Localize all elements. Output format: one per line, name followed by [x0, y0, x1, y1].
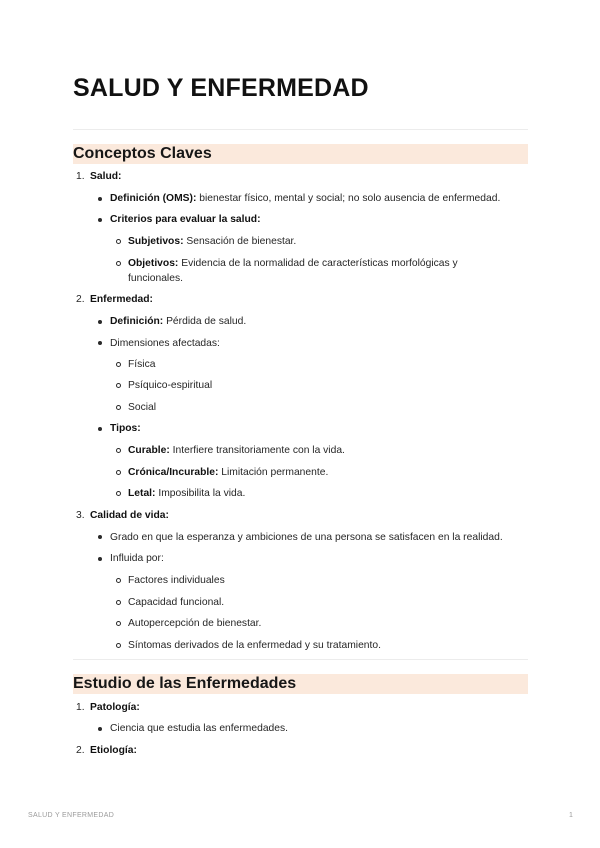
- section-divider: [73, 659, 528, 660]
- bullet-disc: [98, 535, 102, 539]
- list-item-grado: Grado en que la esperanza y ambiciones de una persona se satisfacen en la realidad.: [110, 532, 503, 543]
- bullet-circle: [116, 600, 121, 605]
- list-item-dimension: Física: [128, 359, 156, 370]
- list-item-criterios: Criterios para evaluar la salud:: [110, 214, 261, 225]
- list-number: 1.: [76, 702, 85, 713]
- list-item-etiologia: Etiología:: [90, 745, 137, 756]
- bullet-disc: [98, 320, 102, 324]
- bullet-disc: [98, 341, 102, 345]
- bullet-disc: [98, 557, 102, 561]
- bullet-circle: [116, 470, 121, 475]
- list-item-factor: Factores individuales: [128, 575, 225, 586]
- bullet-disc: [98, 197, 102, 201]
- list-item-factor: Síntomas derivados de la enfermedad y su tratamiento.: [128, 640, 381, 651]
- bullet-disc: [98, 218, 102, 222]
- title-divider: [73, 129, 528, 130]
- list-item-dimensiones: Dimensiones afectadas:: [110, 338, 220, 349]
- list-number: 2.: [76, 745, 85, 756]
- list-item-patologia: Patología:: [90, 702, 140, 713]
- bullet-circle: [116, 643, 121, 648]
- list-item-dimension: Psíquico-espiritual: [128, 380, 213, 391]
- list-item-curable: Curable: Interfiere transitoriamente con la vida.: [128, 445, 345, 456]
- document-title: SALUD Y ENFERMEDAD: [73, 74, 369, 102]
- list-item-cronica: Crónica/Incurable: Limitación permanente.: [128, 467, 329, 478]
- bullet-circle: [116, 383, 121, 388]
- list-item-enfermedad: Enfermedad:: [90, 294, 153, 305]
- bullet-disc: [98, 427, 102, 431]
- section-heading-estudio: Estudio de las Enfermedades: [73, 674, 528, 694]
- list-item-tipos: Tipos:: [110, 423, 141, 434]
- list-item-subjetivos: Subjetivos: Sensación de bienestar.: [128, 236, 297, 247]
- list-item-calidad: Calidad de vida:: [90, 510, 169, 521]
- list-item-patologia-def: Ciencia que estudia las enfermedades.: [110, 723, 289, 734]
- section-heading-conceptos: Conceptos Claves: [73, 144, 528, 164]
- page-number: 1: [569, 812, 574, 819]
- list-item-letal: Letal: Imposibilita la vida.: [128, 488, 246, 499]
- bullet-circle: [116, 448, 121, 453]
- list-number: 1.: [76, 171, 85, 182]
- list-item-objetivos: Objetivos: Evidencia de la normalidad de características morfológicas y funcionales.: [128, 258, 458, 284]
- list-item-dimension: Social: [128, 402, 157, 413]
- bullet-circle: [116, 239, 121, 244]
- bullet-circle: [116, 578, 121, 583]
- bullet-circle: [116, 621, 121, 626]
- list-item-influida: Influida por:: [110, 553, 164, 564]
- bullet-circle: [116, 491, 121, 496]
- list-item-salud: Salud:: [90, 171, 122, 182]
- footer-title: SALUD Y ENFERMEDAD: [28, 812, 115, 819]
- bullet-circle: [116, 362, 121, 367]
- list-item-factor: Capacidad funcional.: [128, 597, 225, 608]
- list-item-definicion-oms: Definición (OMS): bienestar físico, mental y social; no solo ausencia de enfermedad.: [110, 193, 501, 204]
- bullet-circle: [116, 405, 121, 410]
- bullet-circle: [116, 261, 121, 266]
- list-item-definicion: Definición: Pérdida de salud.: [110, 316, 247, 327]
- list-number: 3.: [76, 510, 85, 521]
- bullet-disc: [98, 727, 102, 731]
- list-item-factor: Autopercepción de bienestar.: [128, 618, 262, 629]
- list-number: 2.: [76, 294, 85, 305]
